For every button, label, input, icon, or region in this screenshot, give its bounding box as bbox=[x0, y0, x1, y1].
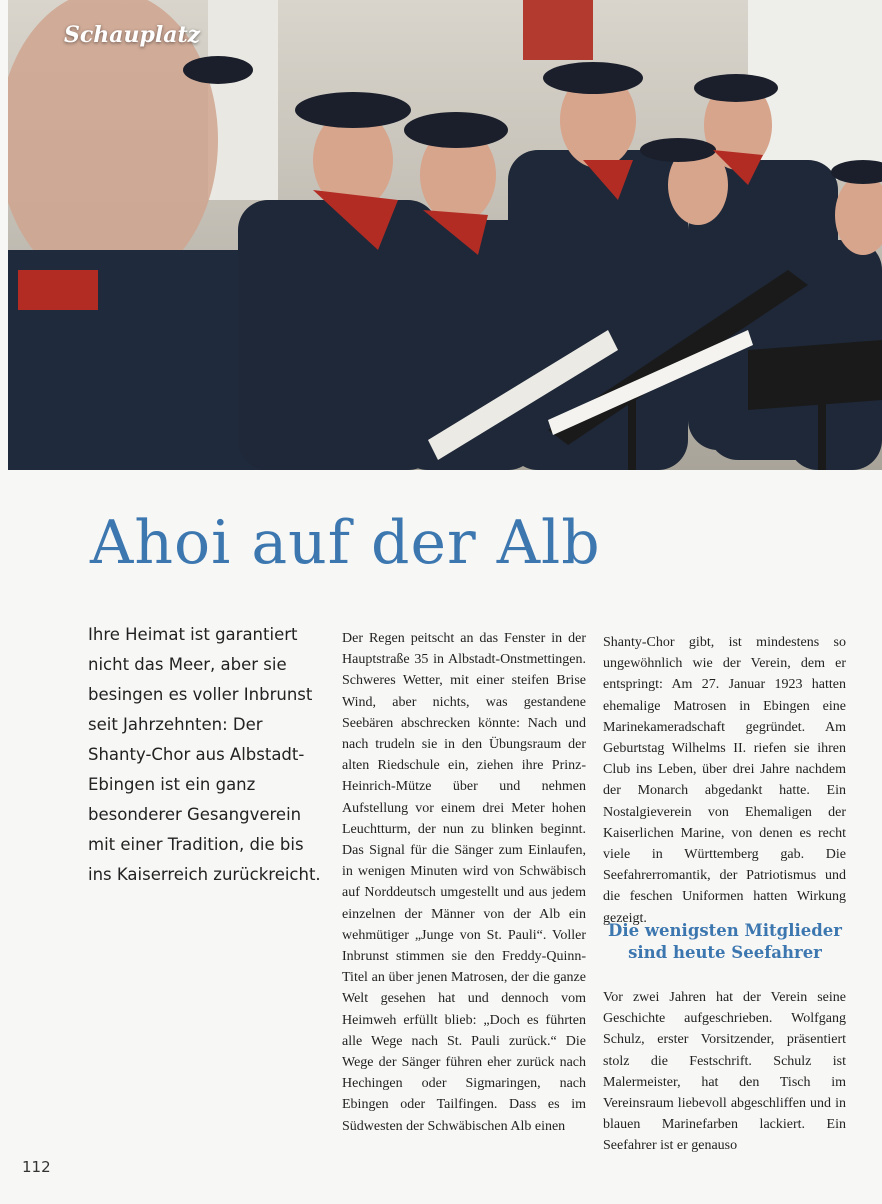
choir-photo bbox=[8, 0, 882, 470]
section-tag: Schauplatz bbox=[64, 22, 201, 48]
body-column-2: Shanty-Chor gibt, ist mindestens so ungewöhnlich wie der Verein, dem er entspringt: Am 27. Januar 1923 hatten ehemalige Matrosen in Ebingen eine Marinekameradschaft gegründet. Am Geburtstag Wilhelms II. riefen sie ihren Club ins Leben, über drei Jahre nachdem der Monarch abgedankt hatte. Ein Nostalgieverein von Ehemaligen der Kaiserlichen Marine, von denen es recht viele in Württemberg gab. Die Seefahrerromantik, der Patriotismus und die feschen Uniformen hatten Wirkung gezeigt. bbox=[603, 635, 846, 926]
body-column-1: Der Regen peitscht an das Fenster in der Hauptstraße 35 in Albstadt-Onstmettingen. Schweres Wetter, mit einer steifen Brise Wind, aber nichts, was gestandene Seebären abschrecken könnte: Nach und nach trudeln sie in den Übungsraum der alten Riedschule ein, ziehen ihre Prinz-Heinrich-Mütze über und nehmen Aufstellung vor einem drei Meter hohen Leuchtturm, der nun zu blinken beginnt. Das Signal für die Sänger zum Einlaufen, in wenigen Minuten wird von Schwäbisch auf Norddeutsch umgestellt und aus jedem einzelnen der Männer von der Alb ein wehmütiger „Junge von St. Pauli“. Voller Inbrunst stimmen sie den Freddy-Quinn-Titel an über jenen Matrosen, der die ganze Welt gesehen hat und dennoch vom Heimweh erfüllt blieb: „Doch es führten alle Wege nach St. Pauli zurück.“ Die Wege der Sänger führen eher zurück nach Hechingen oder Sigmaringen, nach Ebingen oder Tailfingen. Dass es im Südwesten der Schwäbischen Alb einen bbox=[342, 631, 586, 1134]
choir-photo-illustration bbox=[8, 0, 882, 470]
page-number: 112 bbox=[22, 1158, 51, 1176]
lead-paragraph: Ihre Heimat ist garantiert nicht das Meer, aber sie besingen es voller Inbrunst seit Jahrzehnten: Der Shanty-Chor aus Albstadt-Ebingen ist ein ganz besonderer Gesangverein mit einer Tradition, die bis ins Kaiserreich zurückreicht. bbox=[88, 625, 321, 884]
article-headline: Ahoi auf der Alb bbox=[90, 508, 601, 578]
section-subheading: Die wenigsten Mitglieder sind heute Seefahrer bbox=[608, 921, 842, 962]
body-column-2-continued: Vor zwei Jahren hat der Verein seine Geschichte aufgeschrieben. Wolfgang Schulz, erster Vorsitzender, präsentiert stolz die Festschrift. Schulz ist Malermeister, hat den Tisch im Vereinsraum liebevoll abgeschliffen und in blauen Marinefarben lackiert. Ein Seefahrer ist er genauso bbox=[603, 990, 846, 1154]
